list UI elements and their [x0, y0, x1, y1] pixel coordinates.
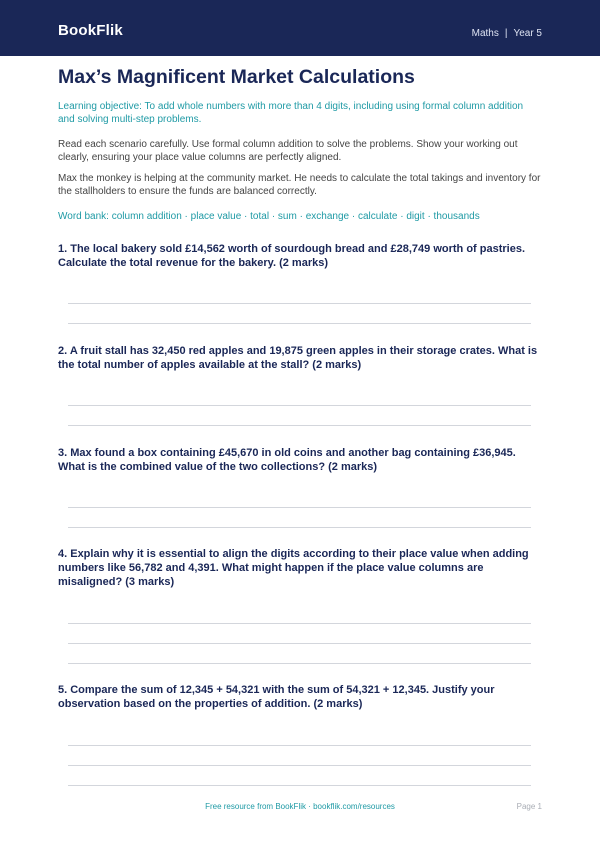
answer-line[interactable] [68, 785, 531, 786]
subject-label: Maths [471, 28, 499, 39]
answer-line[interactable] [68, 425, 531, 426]
question-4: 4. Explain why it is essential to align the digits according to their place value when adding numbers like 56,782 and 4,391. What might happen if the place value columns are misaligned? (3 marks) [58, 548, 529, 588]
learning-objective: Learning objective: To add whole numbers with more than 4 digits, including using formal column addition and solving multi-step problems. [58, 101, 524, 125]
meta-separator: | [504, 28, 508, 39]
answer-line[interactable] [68, 507, 531, 508]
page-number: Page 1 [516, 802, 542, 811]
question-1: 1. The local bakery sold £14,562 worth of sourdough bread and £28,749 worth of pastries. Calculate the total revenue for the bakery. (2 marks) [58, 243, 526, 269]
question-3: 3. Max found a box containing £45,670 in old coins and another bag containing £36,945. What is the combined value of the two collections? (2 marks) [58, 447, 516, 473]
question-2: 2. A fruit stall has 32,450 red apples and 19,875 green apples in their storage crates. What is the total number of apples available at the stall? (2 marks) [58, 345, 538, 371]
answer-line[interactable] [68, 663, 531, 664]
header-bar [0, 0, 600, 56]
worksheet-title: Max’s Magnificent Market Calculations [58, 66, 415, 88]
answer-line[interactable] [68, 323, 531, 324]
question-5: 5. Compare the sum of 12,345 + 54,321 with the sum of 54,321 + 12,345. Justify your observation based on the properties of addition. (2 marks) [58, 684, 495, 710]
answer-line[interactable] [68, 765, 531, 766]
answer-line[interactable] [68, 643, 531, 644]
answer-line[interactable] [68, 303, 531, 304]
context-paragraph: Max the monkey is helping at the community market. He needs to calculate the total takings and inventory for the stallholders to ensure the funds are balanced correctly. [58, 173, 541, 197]
answer-line[interactable] [68, 623, 531, 624]
word-bank: Word bank: column addition · place value · total · sum · exchange · calculate · digit · thousands [58, 211, 480, 222]
instructions-paragraph: Read each scenario carefully. Use formal column addition to solve the problems. Show your working out clearly, ensuring your place value columns are perfectly aligned. [58, 139, 518, 163]
answer-line[interactable] [68, 527, 531, 528]
year-label: Year 5 [513, 28, 542, 39]
brand-logo: BookFlik [58, 22, 123, 39]
answer-line[interactable] [68, 405, 531, 406]
subject-year-label [472, 28, 542, 39]
footer-text: Free resource from BookFlik · bookflik.com/resources [205, 802, 395, 811]
answer-line[interactable] [68, 745, 531, 746]
